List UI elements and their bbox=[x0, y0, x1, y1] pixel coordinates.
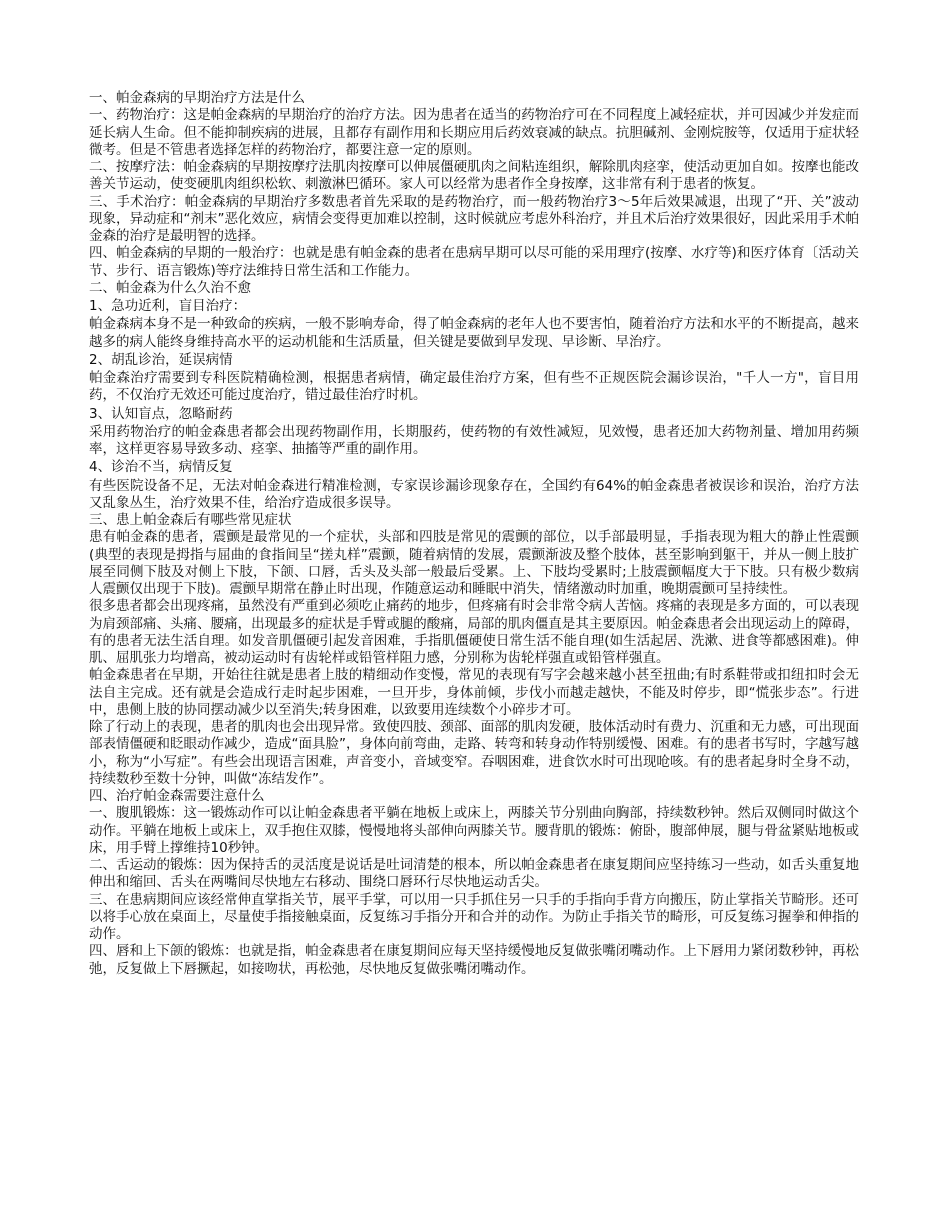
paragraph-finger-exercise: 三、在患病期间应该经常伸直掌指关节，展平手掌，可以用一只手抓住另一只手的手指向手背方向搬压，防止掌指关节畸形。还可以将手心放在桌面上，尽量使手指接触桌面，反复练习手指分开和合并的动作。为防止手指关节的畸形，可反复练习握拳和伸指的动作。 bbox=[89, 891, 859, 942]
paragraph-tongue-exercise: 二、舌运动的锻炼：因为保持舌的灵活度是说话是吐词清楚的根本，所以帕金森患者在康复期间应坚持练习一些动，如舌头重复地伸出和缩回、舌头在两嘴间尽快地左右移动、围绕口唇环行尽快地运动舌尖。 bbox=[89, 857, 859, 891]
paragraph-abdominal-exercise: 一、腹肌锻炼：这一锻炼动作可以让帕金森患者平躺在地板上或床上，两膝关节分别曲向胸部，持续数秒钟。然后双侧同时做这个动作。平躺在地板上或床上，双手抱住双膝，慢慢地将头部伸向两膝关节。腰背肌的锻炼：俯卧，腹部伸展，腿与骨盆紧贴地板或床，用手臂上撑维持10秒钟。 bbox=[89, 805, 859, 856]
paragraph-early-movement: 帕金森患者在早期，开始往往就是患者上肢的精细动作变慢，常见的表现有写字会越来越小甚至扭曲;有时系鞋带或扣纽扣时会无法自主完成。还有就是会造成行走时起步困难，一旦开步，身体前倾，步伐小而越走越快，不能及时停步，即“慌张步态”。行进中，患侧上肢的协同摆动减少以至消失;转身困难，以致要用连续数个小碎步才可。 bbox=[89, 667, 859, 718]
heading-early-treatment: 一、帕金森病的早期治疗方法是什么 bbox=[89, 90, 305, 106]
heading-treatment-notes: 四、治疗帕金森需要注意什么 bbox=[89, 788, 265, 804]
paragraph-subsection-3: 采用药物治疗的帕金森患者都会出现药物副作用，长期服药，使药物的有效性减短，见效慢，患者还加大药物剂量、增加用药频率，这样更容易导致多动、痉挛、抽搐等严重的副作用。 bbox=[89, 423, 859, 457]
paragraph-surgery: 三、手术治疗：帕金森病的早期治疗多数患者首先采取的是药物治疗，而一般药物治疗3～5年后效果减退，出现了“开、关”波动现象，异动症和“剂末”恶化效应，病情会变得更加难以控制，这时候就应考虑外科治疗，并且术后治疗效果很好，因此采用手术帕金森的治疗是最明智的选择。 bbox=[89, 193, 859, 244]
document-body bbox=[89, 90, 859, 978]
paragraph-tremor: 患有帕金森的患者，震颤是最常见的一个症状，头部和四肢是常见的震颤的部位，以手部最明显，手指表现为粗大的静止性震颤(典型的表现是拇指与屈曲的食指间呈“搓丸样”震颤，随着病情的发展，震颤渐波及整个肢体，甚至影响到躯干，并从一侧上肢扩展至同侧下肢及对侧上下肢，下颌、口唇，舌头及头部一般最后受累。上、下肢均受累时;上肢震颤幅度大于下肢。只有极少数病人震颤仅出现于下肢)。震颤早期常在静止时出现，作随意运动和睡眠中消失，情绪激动时加重，晚期震颤可呈持续性。 bbox=[89, 529, 859, 597]
heading-common-symptoms: 三、患上帕金森后有哪些常见症状 bbox=[89, 512, 292, 528]
subheading-2: 2、胡乱诊治，延误病情 bbox=[89, 351, 233, 368]
subheading-4: 4、诊治不当，病情反复 bbox=[89, 459, 233, 476]
paragraph-muscle-abnormality: 除了行动上的表现，患者的肌肉也会出现异常。致使四肢、颈部、面部的肌肉发硬，肢体活动时有费力、沉重和无力感，可出现面部表情僵硬和眨眼动作减少，造成“面具脸”，身体向前弯曲，走路、转弯和转身动作特别缓慢、困难。有的患者书写时，字越写越小，称为“小写症”。有些会出现语言困难，声音变小，音域变窄。吞咽困难，进食饮水时可出现呛咳。有的患者起身时全身不动，持续数秒至数十分钟，叫做“冻结发作”。 bbox=[89, 719, 859, 787]
paragraph-drug-therapy: 一、药物治疗：这是帕金森病的早期治疗的治疗方法。因为患者在适当的药物治疗可在不同程度上减轻症状，并可因减少并发症而延长病人生命。但不能抑制疾病的进展，且都存有副作用和长期应用后药效衰减的缺点。抗胆碱剂、金刚烷胺等，仅适用于症状轻微考。但是不管患者选择怎样的药物治疗，都要注意一定的原则。 bbox=[89, 107, 859, 158]
paragraph-subsection-1: 帕金森病本身不是一种致命的疾病，一般不影响寿命，得了帕金森病的老年人也不要害怕，随着治疗方法和水平的不断提高，越来越多的病人能终身维持高水平的运动机能和生活质量，但关键是要做到早发现、早诊断、早治疗。 bbox=[89, 316, 859, 350]
subheading-3: 3、认知盲点，忽略耐药 bbox=[89, 405, 233, 422]
paragraph-general-treatment: 四、帕金森病的早期的一般治疗：也就是患有帕金森的患者在患病早期可以尽可能的采用理疗(按摩、水疗等)和医疗体育〔活动关节、步行、语言锻炼)等疗法维持日常生活和工作能力。 bbox=[89, 245, 859, 279]
heading-why-not-cured: 二、帕金森为什么久治不愈 bbox=[89, 279, 251, 296]
paragraph-lip-jaw-exercise: 四、唇和上下颌的锻炼：也就是指，帕金森患者在康复期间应每天坚持缓慢地反复做张嘴闭嘴动作。上下唇用力紧闭数秒钟，再松弛，反复做上下唇撅起，如接吻状，再松弛，尽快地反复做张嘴闭嘴动作。 bbox=[89, 943, 859, 977]
paragraph-subsection-4: 有些医院设备不足，无法对帕金森进行精准检测，专家误诊漏诊现象存在，全国约有64%的帕金森患者被误诊和误治，治疗方法又乱象丛生，治疗效果不佳，给治疗造成很多误导。 bbox=[89, 477, 859, 511]
paragraph-pain-and-rigidity: 很多患者都会出现疼痛，虽然没有严重到必须吃止痛药的地步，但疼痛有时会非常令病人苦恼。疼痛的表现是多方面的，可以表现为肩颈部痛、头痛、腰痛，出现最多的症状是手臂或腿的酸痛，局部的肌肉僵直是其主要原因。帕金森患者会出现运动上的障碍，有的患者无法生活自理。如发音肌僵硬引起发音困难，手指肌僵硬使日常生活不能自理(如生活起居、洗漱、进食等都感困难)。伸肌、屈肌张力均增高，被动运动时有齿轮样或铅管样阻力感，分别称为齿轮样强直或铅管样强直。 bbox=[89, 598, 859, 666]
paragraph-subsection-2: 帕金森治疗需要到专科医院精确检测，根据患者病情，确定最佳治疗方案，但有些不正规医院会漏诊误治，"千人一方"，盲目用药，不仅治疗无效还可能过度治疗，错过最佳治疗时机。 bbox=[89, 370, 859, 404]
subheading-1: 1、急功近利，盲目治疗： bbox=[89, 298, 247, 314]
paragraph-massage-therapy: 二、按摩疗法：帕金森病的早期按摩疗法肌肉按摩可以伸展僵硬肌肉之间粘连组织，解除肌肉痉挛，使活动更加自如。按摩也能改善关节运动，使变硬肌肉组织松软、刺激淋巴循环。家人可以经常为患者作全身按摩，这非常有利于患者的恢复。 bbox=[89, 159, 859, 193]
